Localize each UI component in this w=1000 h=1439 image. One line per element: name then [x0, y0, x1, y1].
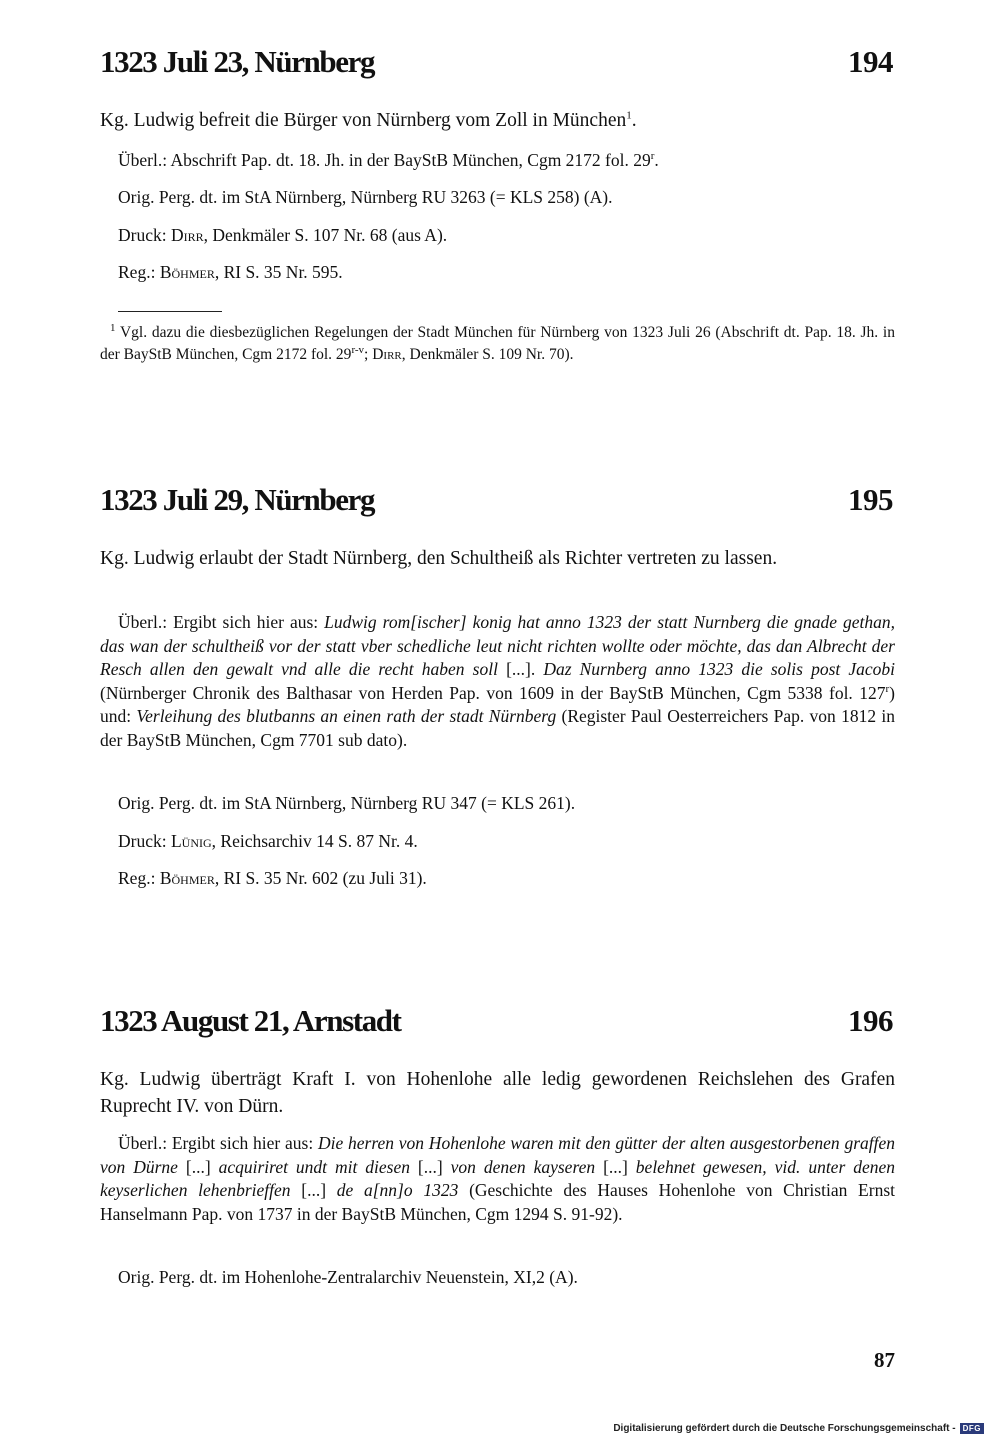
- entry-number: 194: [848, 44, 893, 79]
- source-ref: (Register Paul Oesterreichers Pap. von 1812 in der BayStB München, Cgm 7701 sub dato).: [100, 706, 895, 750]
- ellipsis: [...]: [409, 1156, 451, 1177]
- entry-summary-196: Kg. Ludwig überträgt Kraft I. von Hohenlohe alle ledig gewordenen Reichslehen des Grafen Ruprecht IV. von Dürn.: [100, 1069, 895, 1117]
- folio-sup: r: [885, 682, 890, 695]
- reg-line-194: [118, 261, 895, 284]
- ueberl-para-195: [100, 611, 895, 752]
- entry-number: 196: [848, 1003, 893, 1038]
- footnote-sep: ;: [364, 346, 373, 363]
- reg-ref: , RI S. 35 Nr. 595.: [214, 262, 343, 282]
- source-ref: (Nürnberger Chronik des Balthasar von Herden Pap. von 1609 in der BayStB München, Cgm 5338 fol. 127: [100, 682, 886, 703]
- reg-label: Reg.:: [118, 868, 160, 888]
- author-name: Böhmer: [159, 868, 215, 888]
- quote-text: Verleihung des blutbanns an einen rath der stadt Nürnberg: [136, 706, 557, 726]
- author-name: Dirr: [170, 225, 204, 245]
- reg-label: Reg.:: [118, 262, 160, 282]
- druck-line-194: [118, 224, 895, 247]
- ueberl-end: .: [654, 150, 659, 170]
- ellipsis: [...]: [177, 1156, 219, 1177]
- ueberl-line-194: [118, 149, 895, 172]
- orig-line-196: Orig. Perg. dt. im Hohenlohe-Zentralarchiv Neuenstein, XI,2 (A).: [118, 1267, 578, 1287]
- ueberl-label: Überl.: Ergibt sich hier aus:: [118, 1133, 318, 1153]
- entry-heading-195: [100, 482, 893, 518]
- entry-number: 195: [848, 482, 893, 517]
- source-ref: (Geschichte des Hauses Hohenlohe von Christian Ernst Hanselmann Pap. von 1737 in der BayStB München, Cgm 1294 S. 91-92).: [100, 1180, 895, 1224]
- dfg-footer: [613, 1423, 984, 1434]
- ueberl-text: Überl.: Abschrift Pap. dt. 18. Jh. in der BayStB München, Cgm 2172 fol. 29: [118, 150, 651, 170]
- connector: ) und:: [100, 682, 895, 726]
- quote-text: von denen kayseren: [450, 1156, 596, 1177]
- orig-line-195: Orig. Perg. dt. im StA Nürnberg, Nürnberg RU 347 (= KLS 261).: [118, 793, 576, 813]
- footnote-mark: 1: [110, 321, 116, 334]
- author-name: Böhmer: [159, 262, 215, 282]
- folio-sup: r: [650, 150, 655, 163]
- druck-ref: , Reichsarchiv 14 S. 87 Nr. 4.: [211, 831, 418, 851]
- entry-title: 1323 Juli 23, Nürnberg: [100, 44, 375, 79]
- footnote-ref: 1: [626, 109, 632, 122]
- entry-summary-195: Kg. Ludwig erlaubt der Stadt Nürnberg, den Schultheiß als Richter vertreten zu lassen.: [100, 548, 778, 569]
- ellipsis: [...]: [595, 1156, 636, 1177]
- quote-text: Daz Nurnberg anno 1323 die solis post Jacobi: [543, 659, 895, 679]
- ellipsis: [...].: [497, 659, 544, 679]
- ueberl-para-196: [100, 1132, 895, 1226]
- quote-text: belehnet gewesen, vid. unter denen keyserlichen lehenbrieffen: [100, 1156, 895, 1200]
- reg-ref: , RI S. 35 Nr. 602 (zu Juli 31).: [214, 868, 427, 888]
- entry-heading-194: [100, 44, 893, 80]
- page-number: 87: [874, 1348, 895, 1372]
- ellipsis: [...]: [290, 1180, 337, 1200]
- author-name: Dirr: [372, 346, 402, 363]
- druck-ref: , Denkmäler S. 107 Nr. 68 (aus A).: [203, 225, 448, 245]
- ueberl-label: Überl.: Ergibt sich hier aus:: [118, 612, 325, 632]
- footnote-text: Vgl. dazu die diesbezüglichen Regelungen der Stadt München für Nürnberg von 1323 Juli 26 (Abschrift dt. Pap. 18. Jh. in der BayStB München, Cgm 2172 fol. 29: [100, 324, 895, 363]
- quote-text: acquiriret undt mit diesen: [218, 1156, 410, 1177]
- entry-title: 1323 August 21, Arnstadt: [100, 1003, 401, 1038]
- author-name: Lünig: [170, 831, 212, 851]
- quote-text: Ludwig rom[ischer] konig hat anno 1323 der statt Nurnberg die gnade gethan, das wan der schultheiß vor der statt vber schedliche leut nicht richten wollte oder möchte, das dan Albrecht der Resch allen den gewalt vnd alle die recht haben soll: [100, 612, 896, 679]
- orig-line-194: Orig. Perg. dt. im StA Nürnberg, Nürnberg RU 3263 (= KLS 258) (A).: [118, 187, 613, 207]
- dfg-logo-icon: DFG: [960, 1423, 984, 1434]
- summary-end: .: [631, 110, 637, 131]
- druck-label: Druck:: [118, 225, 171, 245]
- druck-line-195: [118, 830, 895, 853]
- reg-line-195: [118, 867, 895, 890]
- dfg-footer-text: Digitalisierung gefördert durch die Deutsche Forschungsgemeinschaft -: [613, 1423, 956, 1434]
- quote-text: Die herren von Hohenlohe waren mit den gütter der alten ausgestorbenen graffen von Dürne: [100, 1133, 896, 1177]
- quote-text: de a[nn]o 1323: [336, 1180, 459, 1200]
- summary-text: Kg. Ludwig befreit die Bürger von Nürnberg vom Zoll in München: [100, 110, 627, 131]
- footnote-ref: , Denkmäler S. 109 Nr. 70).: [401, 346, 574, 363]
- folio-sup: r-v: [351, 343, 365, 356]
- druck-label: Druck:: [118, 831, 171, 851]
- entry-heading-196: [100, 1003, 893, 1039]
- footnote-divider: [118, 311, 222, 312]
- footnote-1: [100, 322, 895, 366]
- entry-title: 1323 Juli 29, Nürnberg: [100, 482, 375, 517]
- entry-summary-194: [100, 107, 895, 134]
